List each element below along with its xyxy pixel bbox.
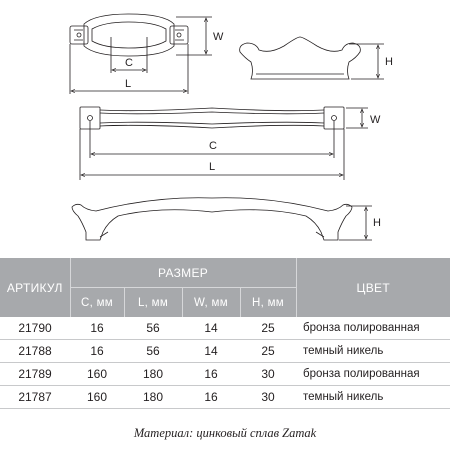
table-row [0,386,450,409]
cell-c: 16 [70,317,124,340]
large-handle-side-view [72,198,372,240]
material-caption: Материал: цинковый сплав Zamak [133,426,317,440]
header-color: ЦВЕТ [296,258,450,317]
small-handle-top-view [70,14,212,94]
dim-l-small: L [125,78,132,90]
cell-w: 16 [182,386,240,409]
table-row [0,363,450,386]
dim-h-small: H [385,56,393,68]
spec-table [0,258,450,409]
cell-h: 30 [240,363,296,386]
cell-color: темный никель [296,340,450,363]
header-h: H, мм [240,288,296,318]
cell-h: 25 [240,340,296,363]
cell-c: 160 [70,363,124,386]
table-row [0,317,450,340]
large-handle-top-view [80,107,368,180]
cell-article: 21788 [0,340,70,363]
dim-c-small: C [125,57,133,69]
cell-w: 16 [182,363,240,386]
cell-h: 25 [240,317,296,340]
cell-l: 180 [124,363,182,386]
small-handle-side-view [240,37,384,79]
dim-h-large: H [373,217,381,229]
dim-w-large: W [370,114,381,126]
cell-l: 180 [124,386,182,409]
header-w: W, мм [182,288,240,318]
cell-color: бронза полированная [296,363,450,386]
header-size: РАЗМЕР [70,258,296,288]
dim-c-large: C [209,140,217,152]
cell-article: 21789 [0,363,70,386]
cell-l: 56 [124,317,182,340]
cell-article: 21787 [0,386,70,409]
cell-c: 160 [70,386,124,409]
header-l: L, мм [124,288,182,318]
cell-l: 56 [124,340,182,363]
cell-w: 14 [182,317,240,340]
cell-article: 21790 [0,317,70,340]
dim-l-large: L [209,161,216,173]
cell-color: бронза полированная [296,317,450,340]
dim-w-small: W [213,31,224,43]
cell-c: 16 [70,340,124,363]
cell-color: темный никель [296,386,450,409]
header-c: C, мм [70,288,124,318]
table-row [0,340,450,363]
cell-w: 14 [182,340,240,363]
cell-h: 30 [240,386,296,409]
header-article: АРТИКУЛ [0,258,70,317]
